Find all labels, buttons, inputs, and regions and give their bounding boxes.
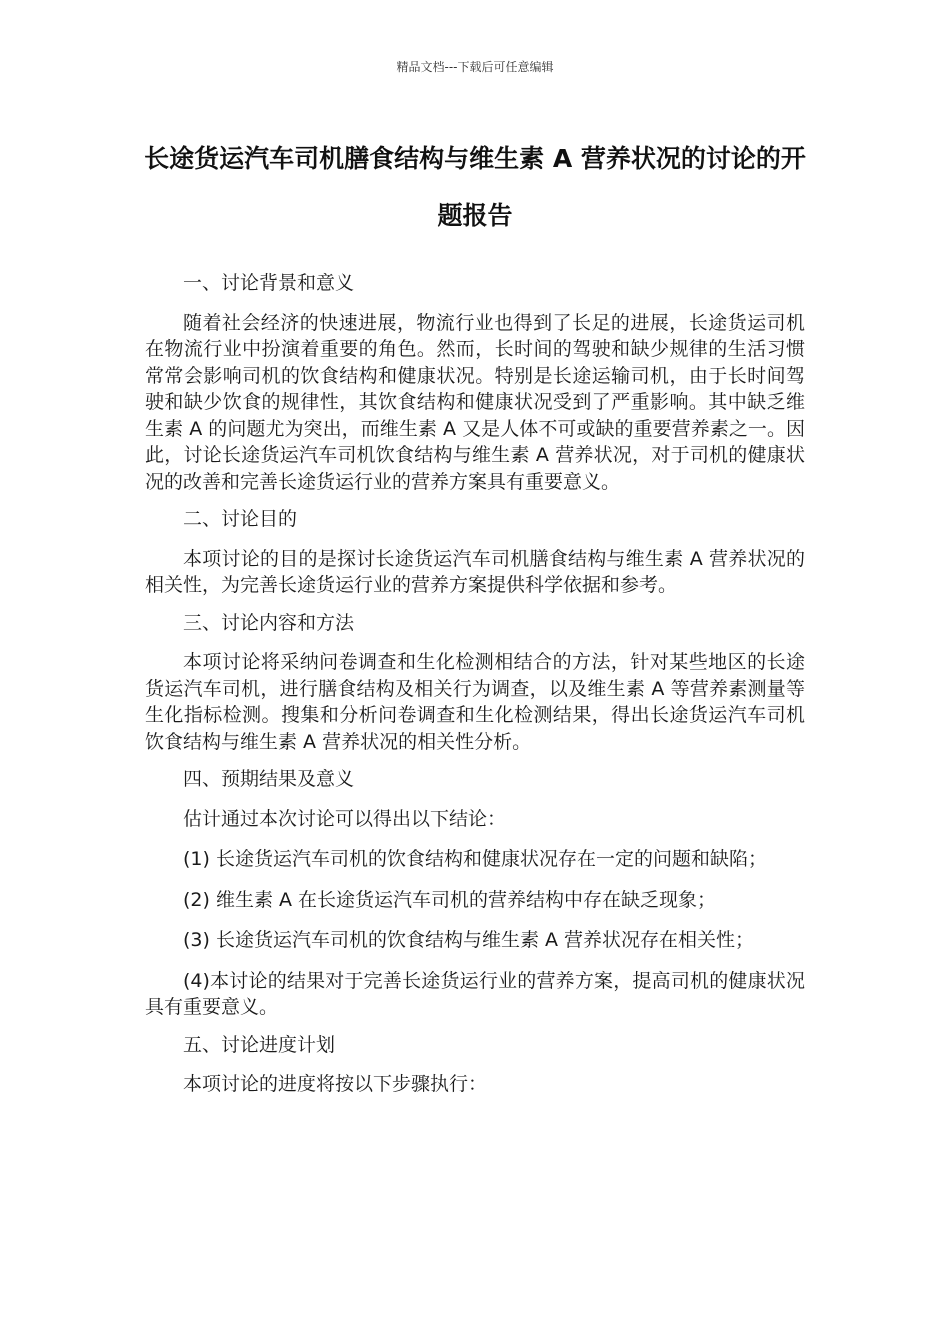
section-heading-schedule: 五、讨论进度计划 [183, 1033, 336, 1056]
results-item-3: (3) 长途货运汽车司机的饮食结构与维生素 A 营养状况存在相关性； [183, 929, 755, 951]
section-heading-background: 一、讨论背景和意义 [183, 272, 355, 294]
document-title: 长途货运汽车司机膳食结构与维生素 A 营养状况的讨论的开题报告 [144, 144, 806, 230]
paragraph-methods: 本项讨论将采纳问卷调查和生化检测相结合的方法，针对某些地区的长途货运汽车司机，进行膳食结构及相关行为调查，以及维生素 A 等营养素测量等生化指标检测。搜集和分析问卷调查和生化检测结果，得出长途货运汽车司机饮食结构与维生素 A 营养状况的相关性分析。 [145, 651, 805, 753]
results-intro: 估计通过本次讨论可以得出以下结论： [183, 807, 507, 830]
section-heading-purpose: 二、讨论目的 [183, 508, 298, 530]
header-note: 精品文档---下载后可任意编辑 [396, 60, 554, 74]
document-body [145, 270, 805, 1112]
paragraph-purpose: 本项讨论的目的是探讨长途货运汽车司机膳食结构与维生素 A 营养状况的相关性，为完善长途货运行业的营养方案提供科学依据和参考。 [145, 547, 805, 596]
results-item-4: (4)本讨论的结果对于完善长途货运行业的营养方案，提高司机的健康状况具有重要意义。 [145, 969, 805, 1018]
section-heading-methods: 三、讨论内容和方法 [183, 611, 355, 634]
section-heading-results: 四、预期结果及意义 [183, 768, 355, 790]
results-item-2: (2) 维生素 A 在长途货运汽车司机的营养结构中存在缺乏现象； [183, 888, 717, 911]
paragraph-background: 随着社会经济的快速进展，物流行业也得到了长足的进展，长途货运司机在物流行业中扮演着重要的角色。然而，长时间的驾驶和缺少规律的生活习惯常常会影响司机的饮食结构和健康状况。特别是长途运输司机，由于长时间驾驶和缺少饮食的规律性，其饮食结构和健康状况受到了严重影响。其中缺乏维生素 A 的问题尤为突出，而维生素 A 又是人体不可或缺的重要营养素之一。因此，讨论长途货运汽车司机饮食结构与维生素 A 营养状况，对于司机的健康状况的改善和完善长途货运行业的营养方案具有重要意义。 [145, 311, 805, 493]
paragraph-schedule: 本项讨论的进度将按以下步骤执行： [183, 1073, 488, 1095]
results-item-1: (1) 长途货运汽车司机的饮食结构和健康状况存在一定的问题和缺陷； [183, 848, 767, 870]
